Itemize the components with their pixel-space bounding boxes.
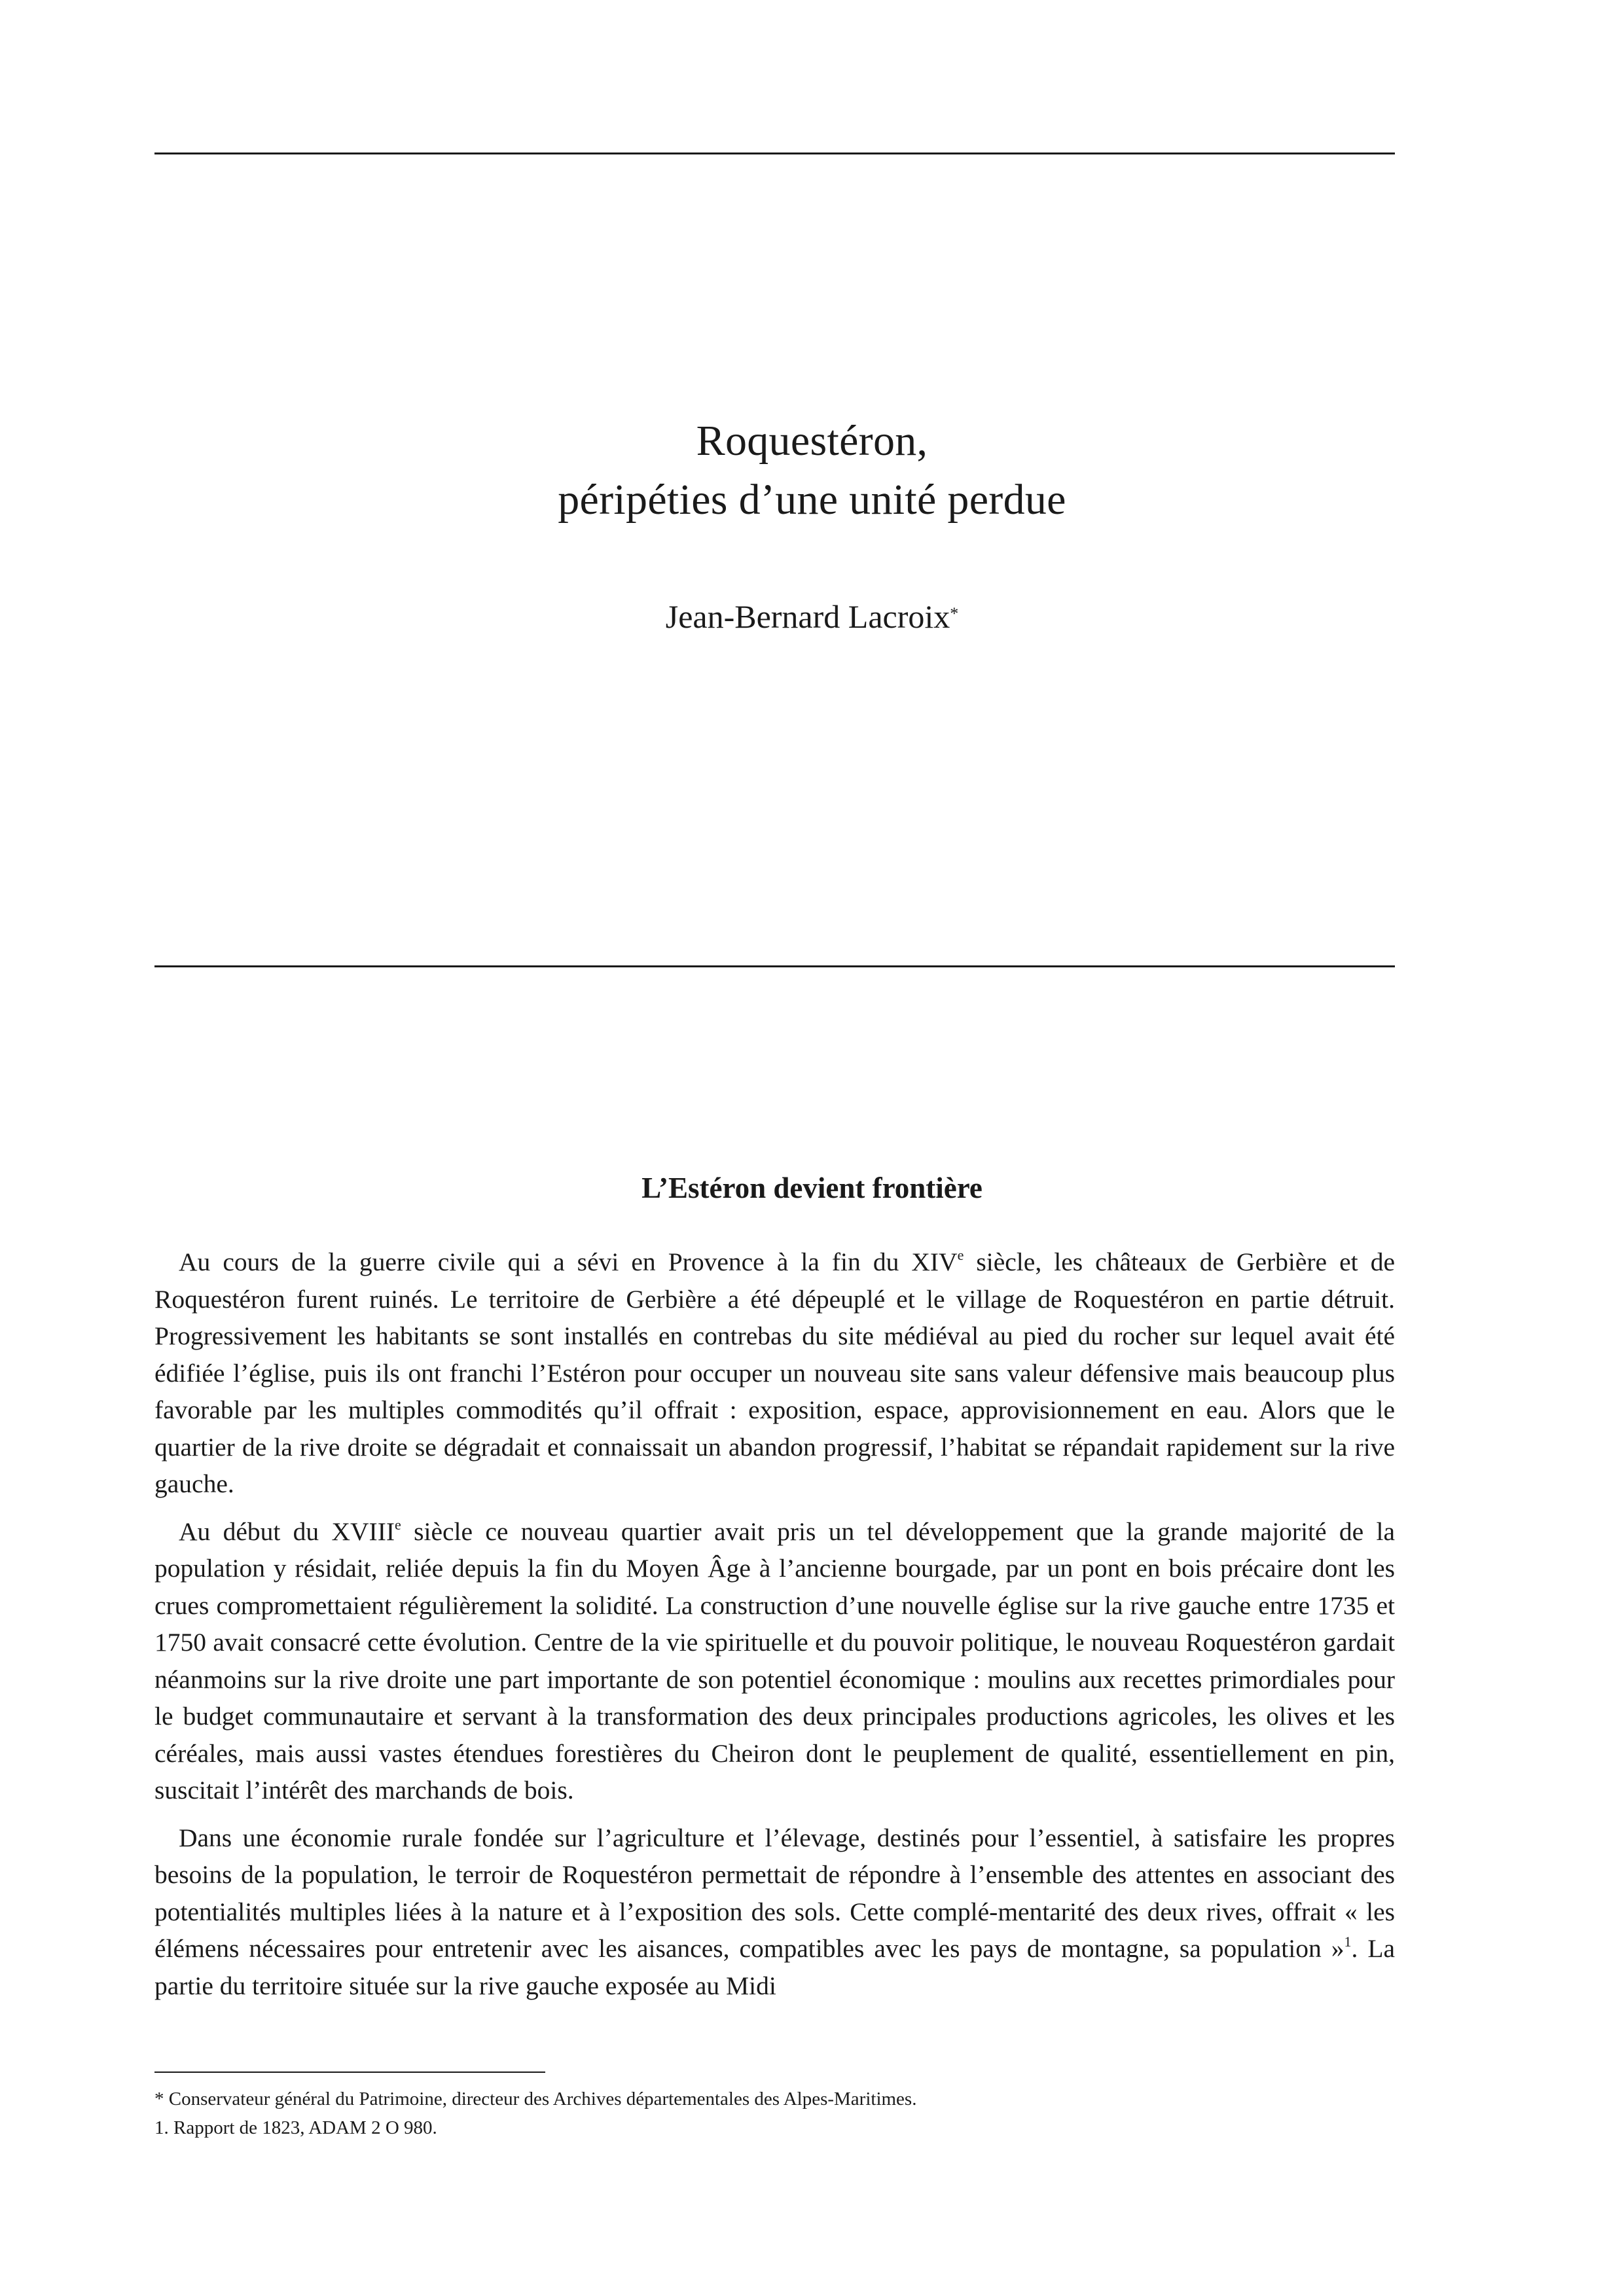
footnote-separator: [154, 2072, 545, 2073]
author-text: Jean-Bernard Lacroix: [665, 598, 950, 635]
paragraph: [154, 1820, 1395, 2005]
superscript: e: [395, 1516, 401, 1533]
top-rule: [154, 152, 1395, 154]
paragraph: [154, 1513, 1395, 1809]
article-title-line-2: péripéties d’une unité perdue: [558, 476, 1066, 524]
paragraph-text: siècle, les châteaux de Gerbière et de Roquestéron furent ruinés. Le territoire de Gerbière a été dépeuplé et le village de Roquestéron en partie détruit. Progressivement les habitants se sont installés en contrebas du site médiéval au pied du rocher sur lequel avait été édifiée l’église, puis ils ont franchi l’Estéron pour occuper un nouveau site sans valeur défensive mais beaucoup plus favorable par les multiples commodités qu’il offrait : exposition, espace, approvisionnement en eau. Alors que le quartier de la rive droite se dégradait et connaissait un abandon progressif, l’habitat se répandait rapidement sur la rive gauche.: [154, 1247, 1395, 1498]
footnote-1: 1. Rapport de 1823, ADAM 2 O 980.: [154, 2117, 437, 2138]
article-body: [154, 1244, 1395, 2015]
paragraph-text: Dans une économie rurale fondée sur l’agriculture et l’élevage, destinés pour l’essentiel, à satisfaire les propres besoins de la population, le terroir de Roquestéron permettait de répondre à l’ensemble des attentes en associant des potentialités multiples liées à la nature et à l’exposition des sols. Cette complé-mentarité des deux rives, offrait « les élémens nécessaires pour entretenir avec les aisances, compatibles avec les pays de montagne, sa population »: [154, 1823, 1395, 1963]
article-title-line-1: Roquestéron,: [696, 417, 928, 465]
superscript: e: [957, 1247, 964, 1263]
paragraph-text: Au début du XVIII: [179, 1516, 395, 1546]
paragraph-text: Au cours de la guerre civile qui a sévi en Provence à la fin du XIV: [179, 1247, 958, 1276]
title-bottom-rule: [154, 965, 1395, 967]
paragraph-text: siècle ce nouveau quartier avait pris un tel développement que la grande majorité de la population y résidait, reliée depuis la fin du Moyen Âge à l’ancienne bourgade, par un pont en bois précaire dont les crues compromettaient régulièrement la solidité. La construction d’une nouvelle église sur la rive gauche entre 1735 et 1750 avait consacré cette évolution. Centre de la vie spirituelle et du pouvoir politique, le nouveau Roquestéron gardait néanmoins sur la rive droite une part importante de son potentiel économique : moulins aux recettes primordiales pour le budget communautaire et servant à la transformation des deux principales productions agricoles, les olives et les céréales, mais aussi vastes étendues forestières du Cheiron dont le peuplement de qualité, essentiellement en pin, suscitait l’intérêt des marchands de bois.: [154, 1516, 1395, 1804]
paragraph-text: . La partie du territoire située sur la rive gauche exposée au Midi: [154, 1934, 1395, 2000]
section-heading: L’Estéron devient frontière: [641, 1172, 983, 1204]
author-footnote-mark: *: [950, 604, 959, 623]
footnotes: [154, 2085, 1395, 2142]
author-name: [0, 596, 1624, 637]
footnote-author: * Conservateur général du Patrimoine, directeur des Archives départementales des Alpes-Maritimes.: [154, 2089, 917, 2109]
footnote-reference: 1: [1344, 1933, 1352, 1950]
paragraph: [154, 1244, 1395, 1503]
